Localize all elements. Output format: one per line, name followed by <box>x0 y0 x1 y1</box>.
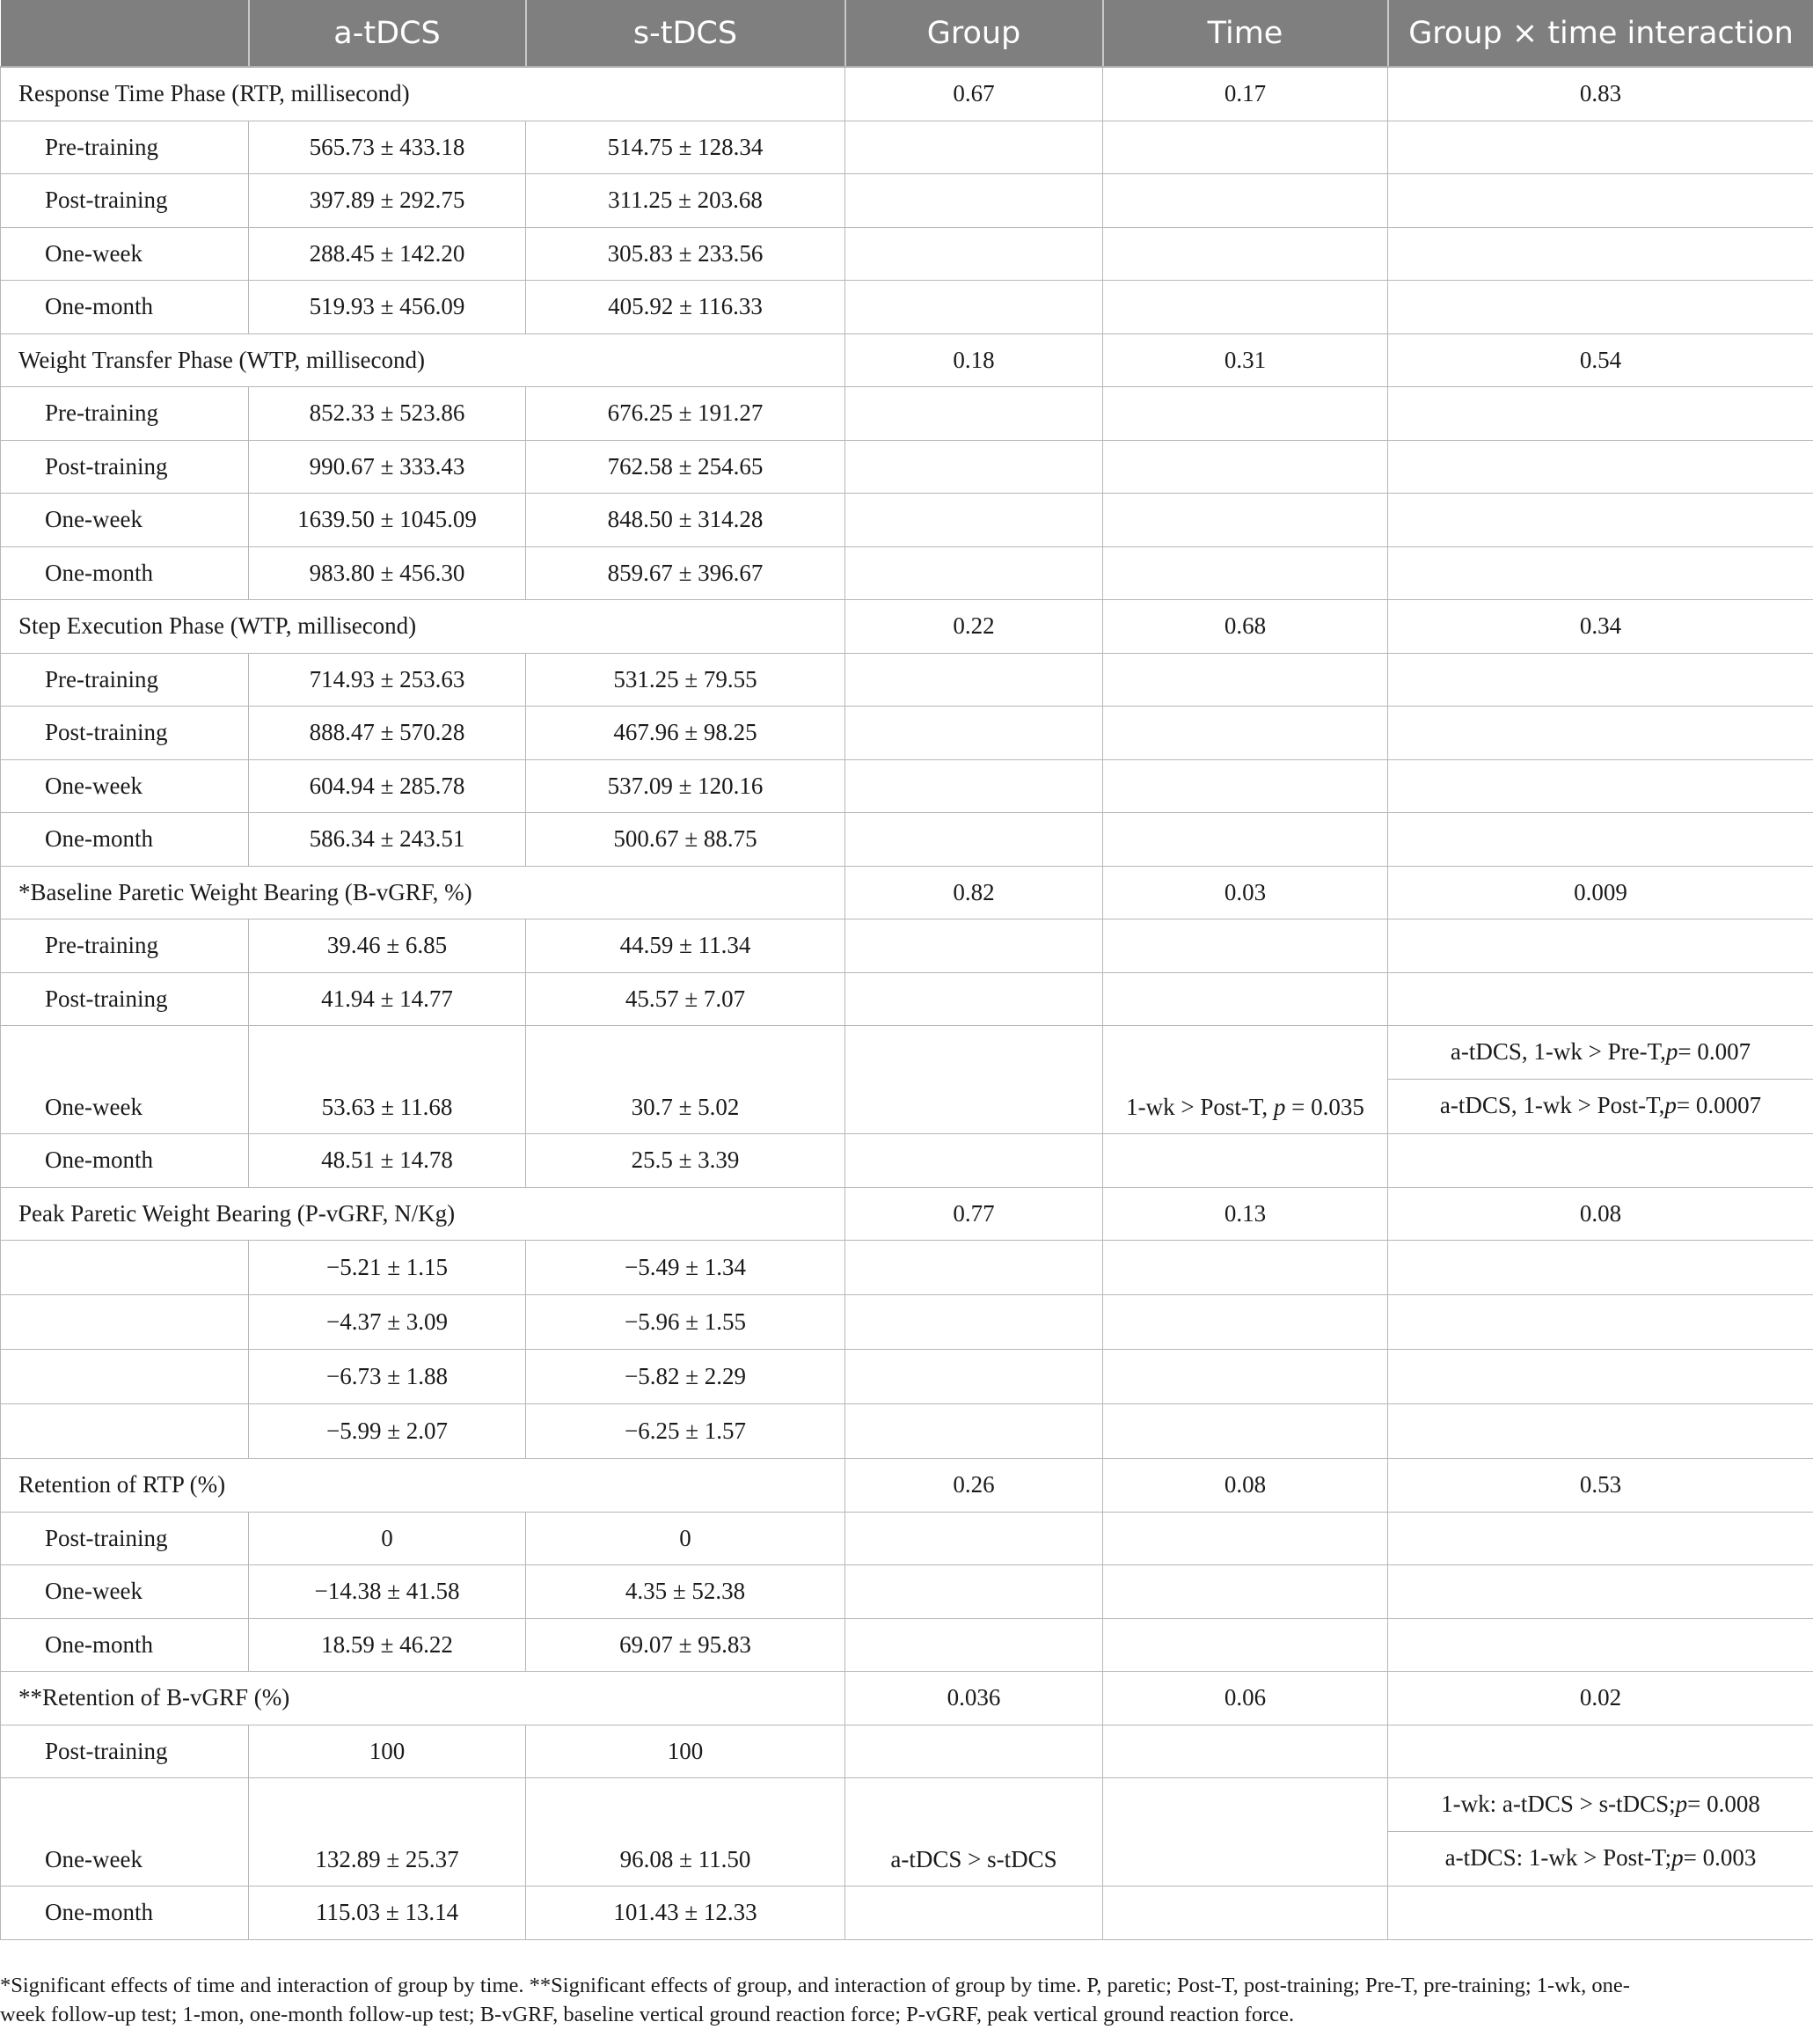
table-row <box>1 1404 1813 1459</box>
s-tdcs-value: 100 <box>526 1725 845 1778</box>
a-tdcs-value: 888.47 ± 570.28 <box>249 707 526 760</box>
a-tdcs-value: −6.73 ± 1.88 <box>249 1350 526 1404</box>
row-label: One-week <box>1 1778 249 1886</box>
header-group: Group <box>845 0 1103 67</box>
row-label: One-week <box>1 494 249 547</box>
interaction-p: 0.009 <box>1388 866 1813 919</box>
a-tdcs-value: 990.67 ± 333.43 <box>249 440 526 494</box>
a-tdcs-value: 39.46 ± 6.85 <box>249 919 526 973</box>
table-row <box>1 1350 1813 1404</box>
header-time: Time <box>1103 0 1388 67</box>
header-interaction: Group × time interaction <box>1388 0 1813 67</box>
s-tdcs-value: 405.92 ± 116.33 <box>526 281 845 334</box>
interaction-posthoc <box>1388 1026 1813 1134</box>
section-row-bvgrf <box>1 866 1813 919</box>
row-label: One-week <box>1 759 249 813</box>
a-tdcs-value: −14.38 ± 41.58 <box>249 1565 526 1619</box>
section-title: Response Time Phase (RTP, millisecond) <box>1 67 845 121</box>
row-label <box>1 1350 249 1404</box>
table-row <box>1 1295 1813 1350</box>
table-row <box>1 1778 1813 1886</box>
s-tdcs-value: 676.25 ± 191.27 <box>526 387 845 441</box>
a-tdcs-value: 852.33 ± 523.86 <box>249 387 526 441</box>
table-row <box>1 440 1813 494</box>
s-tdcs-value: 537.09 ± 120.16 <box>526 759 845 813</box>
group-p: 0.036 <box>845 1672 1103 1725</box>
a-tdcs-value: 604.94 ± 285.78 <box>249 759 526 813</box>
section-row-retention-rtp <box>1 1459 1813 1513</box>
table-row <box>1 174 1813 228</box>
table-row <box>1 707 1813 760</box>
section-title: *Baseline Paretic Weight Bearing (B-vGRF, %) <box>1 866 845 919</box>
s-tdcs-value: −5.96 ± 1.55 <box>526 1295 845 1350</box>
s-tdcs-value: 30.7 ± 5.02 <box>526 1026 845 1134</box>
row-label: Pre-training <box>1 653 249 707</box>
section-row-rtp <box>1 67 1813 121</box>
row-label: One-month <box>1 281 249 334</box>
posthoc-line: a-tDCS: 1-wk > Post-T; p = 0.003 <box>1444 1843 1757 1871</box>
header-empty <box>1 0 249 67</box>
table-row <box>1 1134 1813 1188</box>
s-tdcs-value: 531.25 ± 79.55 <box>526 653 845 707</box>
interaction-p: 0.08 <box>1388 1187 1813 1241</box>
row-label <box>1 1404 249 1459</box>
group-p: 0.26 <box>845 1459 1103 1513</box>
row-label: Post-training <box>1 707 249 760</box>
table-row <box>1 546 1813 600</box>
s-tdcs-value: 467.96 ± 98.25 <box>526 707 845 760</box>
s-tdcs-value: 311.25 ± 203.68 <box>526 174 845 228</box>
row-label: Post-training <box>1 972 249 1026</box>
posthoc-line: 1-wk: a-tDCS > s-tDCS; p = 0.008 <box>1388 1778 1813 1832</box>
time-p: 0.13 <box>1103 1187 1388 1241</box>
row-label: One-week <box>1 1026 249 1134</box>
s-tdcs-value: −5.49 ± 1.34 <box>526 1241 845 1295</box>
s-tdcs-value: 96.08 ± 11.50 <box>526 1778 845 1886</box>
time-p: 0.06 <box>1103 1672 1388 1725</box>
section-title: Retention of RTP (%) <box>1 1459 845 1513</box>
s-tdcs-value: 859.67 ± 396.67 <box>526 546 845 600</box>
time-p: 0.31 <box>1103 333 1388 387</box>
row-label: One-month <box>1 1134 249 1188</box>
s-tdcs-value: 500.67 ± 88.75 <box>526 813 845 867</box>
row-label: One-week <box>1 1565 249 1619</box>
section-row-retention-bvgrf <box>1 1672 1813 1725</box>
row-label: Pre-training <box>1 121 249 174</box>
table-row <box>1 1241 1813 1295</box>
section-row-pvgrf <box>1 1187 1813 1241</box>
section-title: Peak Paretic Weight Bearing (P-vGRF, N/Kg) <box>1 1187 845 1241</box>
table-row <box>1 494 1813 547</box>
time-p: 0.68 <box>1103 600 1388 654</box>
header-row <box>1 0 1813 67</box>
table-row <box>1 1886 1813 1940</box>
section-title: Step Execution Phase (WTP, millisecond) <box>1 600 845 654</box>
interaction-p: 0.53 <box>1388 1459 1813 1513</box>
section-row-sep <box>1 600 1813 654</box>
table-row <box>1 227 1813 281</box>
row-label: One-month <box>1 813 249 867</box>
s-tdcs-value: 69.07 ± 95.83 <box>526 1618 845 1672</box>
posthoc-line: a-tDCS, 1-wk > Post-T, p = 0.0007 <box>1439 1091 1762 1118</box>
a-tdcs-value: 41.94 ± 14.77 <box>249 972 526 1026</box>
row-label: Pre-training <box>1 387 249 441</box>
group-p: 0.82 <box>845 866 1103 919</box>
a-tdcs-value: 132.89 ± 25.37 <box>249 1778 526 1886</box>
row-label <box>1 1295 249 1350</box>
time-p: 0.03 <box>1103 866 1388 919</box>
table-row <box>1 1725 1813 1778</box>
a-tdcs-value: 0 <box>249 1512 526 1565</box>
table-row <box>1 1026 1813 1134</box>
group-p: 0.67 <box>845 67 1103 121</box>
a-tdcs-value: −5.99 ± 2.07 <box>249 1404 526 1459</box>
table-row <box>1 813 1813 867</box>
interaction-p: 0.83 <box>1388 67 1813 121</box>
time-p: 0.17 <box>1103 67 1388 121</box>
a-tdcs-value: 1639.50 ± 1045.09 <box>249 494 526 547</box>
row-label: One-month <box>1 546 249 600</box>
a-tdcs-value: 18.59 ± 46.22 <box>249 1618 526 1672</box>
table-row <box>1 919 1813 973</box>
table-row <box>1 1618 1813 1672</box>
row-label: Post-training <box>1 1725 249 1778</box>
table-row <box>1 121 1813 174</box>
a-tdcs-value: 288.45 ± 142.20 <box>249 227 526 281</box>
footnote-line: *Significant effects of time and interaction of group by time. **Significant effects of group, and interaction of group by time. P, paretic; Post-T, post-training; Pre-T, pre-training; 1-wk, one- <box>0 1974 1630 1997</box>
table-row <box>1 387 1813 441</box>
footnote-line: week follow-up test; 1-mon, one-month follow-up test; B-vGRF, baseline vertical ground reaction force; P-vGRF, peak vertical ground reaction force. <box>0 2003 1295 2026</box>
interaction-p: 0.54 <box>1388 333 1813 387</box>
interaction-p: 0.34 <box>1388 600 1813 654</box>
a-tdcs-value: 565.73 ± 433.18 <box>249 121 526 174</box>
a-tdcs-value: 397.89 ± 292.75 <box>249 174 526 228</box>
s-tdcs-value: 44.59 ± 11.34 <box>526 919 845 973</box>
table-row <box>1 1565 1813 1619</box>
a-tdcs-value: 53.63 ± 11.68 <box>249 1026 526 1134</box>
s-tdcs-value: 4.35 ± 52.38 <box>526 1565 845 1619</box>
row-label: One-week <box>1 227 249 281</box>
table-row <box>1 759 1813 813</box>
s-tdcs-value: 848.50 ± 314.28 <box>526 494 845 547</box>
s-tdcs-value: −6.25 ± 1.57 <box>526 1404 845 1459</box>
s-tdcs-value: 762.58 ± 254.65 <box>526 440 845 494</box>
s-tdcs-value: −5.82 ± 2.29 <box>526 1350 845 1404</box>
a-tdcs-value: −5.21 ± 1.15 <box>249 1241 526 1295</box>
a-tdcs-value: 586.34 ± 243.51 <box>249 813 526 867</box>
row-label: Post-training <box>1 174 249 228</box>
a-tdcs-value: 100 <box>249 1725 526 1778</box>
row-label <box>1 1241 249 1295</box>
group-posthoc: a-tDCS > s-tDCS <box>845 1778 1103 1886</box>
interaction-posthoc <box>1388 1778 1813 1886</box>
row-label: Post-training <box>1 440 249 494</box>
a-tdcs-value: 48.51 ± 14.78 <box>249 1134 526 1188</box>
a-tdcs-value: −4.37 ± 3.09 <box>249 1295 526 1350</box>
section-title: **Retention of B-vGRF (%) <box>1 1672 845 1725</box>
posthoc-line: a-tDCS, 1-wk > Pre-T, p = 0.007 <box>1388 1026 1813 1080</box>
table-row <box>1 1512 1813 1565</box>
time-posthoc: 1-wk > Post-T, p = 0.035 <box>1103 1026 1388 1134</box>
header-a-tdcs: a-tDCS <box>249 0 526 67</box>
table-row <box>1 281 1813 334</box>
s-tdcs-value: 305.83 ± 233.56 <box>526 227 845 281</box>
s-tdcs-value: 101.43 ± 12.33 <box>526 1886 845 1940</box>
group-p: 0.22 <box>845 600 1103 654</box>
a-tdcs-value: 714.93 ± 253.63 <box>249 653 526 707</box>
a-tdcs-value: 115.03 ± 13.14 <box>249 1886 526 1940</box>
row-label: One-month <box>1 1618 249 1672</box>
s-tdcs-value: 45.57 ± 7.07 <box>526 972 845 1026</box>
group-p: 0.77 <box>845 1187 1103 1241</box>
s-tdcs-value: 514.75 ± 128.34 <box>526 121 845 174</box>
group-p: 0.18 <box>845 333 1103 387</box>
row-label: Pre-training <box>1 919 249 973</box>
table-row <box>1 972 1813 1026</box>
time-p: 0.08 <box>1103 1459 1388 1513</box>
row-label: One-month <box>1 1886 249 1940</box>
a-tdcs-value: 519.93 ± 456.09 <box>249 281 526 334</box>
section-title: Weight Transfer Phase (WTP, millisecond) <box>1 333 845 387</box>
section-row-wtp <box>1 333 1813 387</box>
table-row <box>1 653 1813 707</box>
row-label: Post-training <box>1 1512 249 1565</box>
a-tdcs-value: 983.80 ± 456.30 <box>249 546 526 600</box>
table-footnote <box>0 1971 1795 2029</box>
header-s-tdcs: s-tDCS <box>526 0 845 67</box>
interaction-p: 0.02 <box>1388 1672 1813 1725</box>
s-tdcs-value: 25.5 ± 3.39 <box>526 1134 845 1188</box>
s-tdcs-value: 0 <box>526 1512 845 1565</box>
